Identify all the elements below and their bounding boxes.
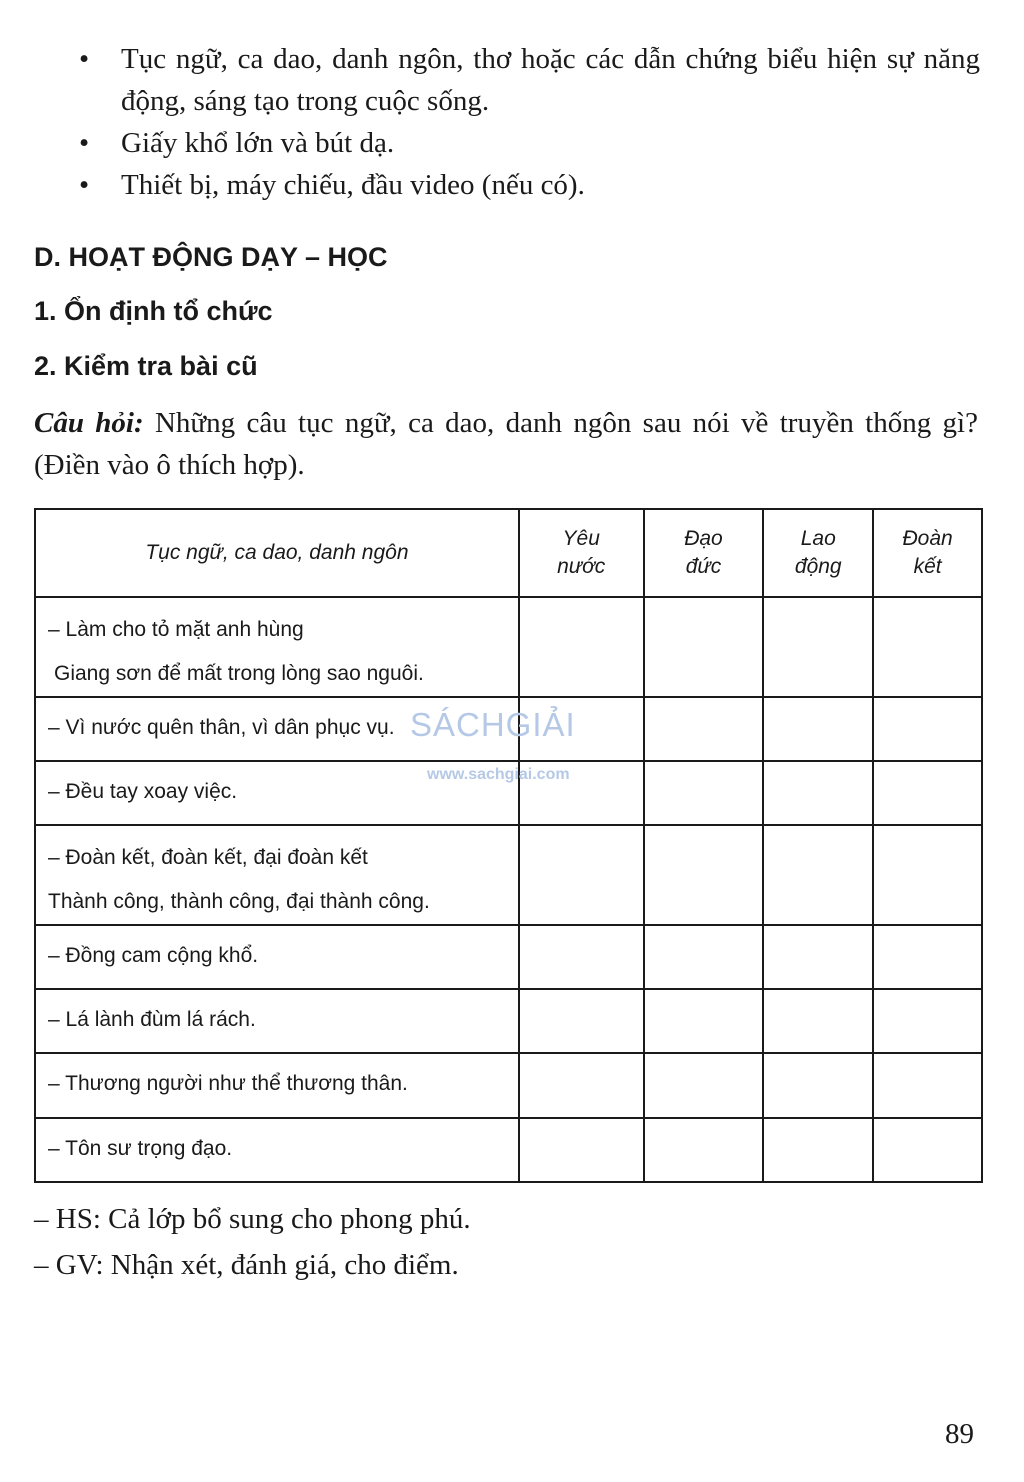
answer-cell[interactable]	[644, 761, 764, 825]
answer-cell[interactable]	[763, 761, 873, 825]
answer-cell[interactable]	[519, 925, 644, 989]
answer-cell[interactable]	[644, 697, 764, 761]
proverb-cell: – Lá lành đùm lá rách.	[35, 989, 519, 1053]
answer-cell[interactable]	[519, 989, 644, 1053]
list-item-text: Tục ngữ, ca dao, danh ngôn, thơ hoặc các dẫn chứng biểu hiện sự năng động, sáng tạo trong cuộc sống.	[121, 43, 980, 117]
list-item	[34, 164, 980, 206]
proverb-cell: – Đồng cam cộng khổ.	[35, 925, 519, 989]
table-row	[35, 989, 982, 1053]
step-heading-2: 2. Kiểm tra bài cũ	[34, 351, 258, 381]
table-row	[35, 825, 982, 925]
bullet-icon: •	[79, 43, 90, 75]
answer-cell[interactable]	[873, 597, 982, 697]
proverb-cell: – Đều tay xoay việc.	[35, 761, 519, 825]
list-item-text: Giấy khổ lớn và bút dạ.	[121, 127, 395, 159]
page-number: 89	[945, 1418, 974, 1450]
materials-list	[34, 38, 980, 206]
proverb-cell: – Làm cho tỏ mặt anh hùng Giang sơn để mất trong lòng sao nguôi.	[35, 597, 519, 697]
answer-cell[interactable]	[644, 989, 764, 1053]
answer-cell[interactable]	[873, 761, 982, 825]
answer-cell[interactable]	[763, 697, 873, 761]
answer-cell[interactable]	[519, 761, 644, 825]
list-item	[34, 122, 980, 164]
table-row	[35, 761, 982, 825]
header-solidarity: Đoàn kết	[873, 509, 982, 597]
header-patriotism: Yêu nước	[519, 509, 644, 597]
answer-cell[interactable]	[644, 1053, 764, 1118]
bullet-icon: •	[79, 127, 90, 159]
answer-cell[interactable]	[644, 825, 764, 925]
header-proverbs: Tục ngữ, ca dao, danh ngôn	[35, 509, 519, 597]
answer-cell[interactable]	[519, 697, 644, 761]
answer-cell[interactable]	[873, 989, 982, 1053]
table-row	[35, 697, 982, 761]
proverb-cell: – Thương người như thể thương thân.	[35, 1053, 519, 1118]
answer-cell[interactable]	[873, 825, 982, 925]
answer-cell[interactable]	[519, 825, 644, 925]
answer-cell[interactable]	[873, 697, 982, 761]
table-row	[35, 1053, 982, 1118]
step-heading-1: 1. Ổn định tổ chức	[34, 296, 273, 326]
answer-cell[interactable]	[873, 1118, 982, 1182]
answer-cell[interactable]	[644, 597, 764, 697]
answer-cell[interactable]	[519, 597, 644, 697]
proverb-cell: – Vì nước quên thân, vì dân phục vụ.	[35, 697, 519, 761]
bullet-icon: •	[79, 169, 90, 201]
note-student: – HS: Cả lớp bổ sung cho phong phú.	[34, 1203, 471, 1235]
question-label: Câu hỏi:	[34, 407, 144, 439]
question-text: Những câu tục ngữ, ca dao, danh ngôn sau nói về truyền thống gì? (Điền vào ô thích hợp).	[34, 407, 978, 481]
table-row	[35, 925, 982, 989]
section-heading: D. HOẠT ĐỘNG DẠY – HỌC	[34, 242, 388, 272]
answer-cell[interactable]	[763, 925, 873, 989]
header-labor: Lao động	[763, 509, 873, 597]
notes	[34, 1196, 471, 1288]
answer-cell[interactable]	[763, 989, 873, 1053]
table-header-row	[35, 509, 982, 597]
answer-cell[interactable]	[763, 1118, 873, 1182]
table-row	[35, 597, 982, 697]
answer-cell[interactable]	[763, 1053, 873, 1118]
answer-cell[interactable]	[763, 825, 873, 925]
answer-cell[interactable]	[644, 925, 764, 989]
answer-cell[interactable]	[644, 1118, 764, 1182]
answer-cell[interactable]	[519, 1118, 644, 1182]
proverb-cell: – Tôn sư trọng đạo.	[35, 1118, 519, 1182]
list-item-text: Thiết bị, máy chiếu, đầu video (nếu có).	[121, 169, 585, 201]
answer-cell[interactable]	[519, 1053, 644, 1118]
watermark-logo: SÁCHGIẢI	[410, 706, 576, 743]
list-item	[34, 38, 980, 122]
answer-cell[interactable]	[873, 1053, 982, 1118]
note-teacher: – GV: Nhận xét, đánh giá, cho điểm.	[34, 1249, 459, 1281]
answer-cell[interactable]	[763, 597, 873, 697]
traditions-table	[34, 508, 983, 1183]
table-row	[35, 1118, 982, 1182]
question-paragraph	[34, 402, 978, 486]
answer-cell[interactable]	[873, 925, 982, 989]
proverb-cell: – Đoàn kết, đoàn kết, đại đoàn kết Thành công, thành công, đại thành công.	[35, 825, 519, 925]
watermark-url: www.sachgiai.com	[427, 766, 570, 783]
header-morality: Đạo đức	[644, 509, 764, 597]
